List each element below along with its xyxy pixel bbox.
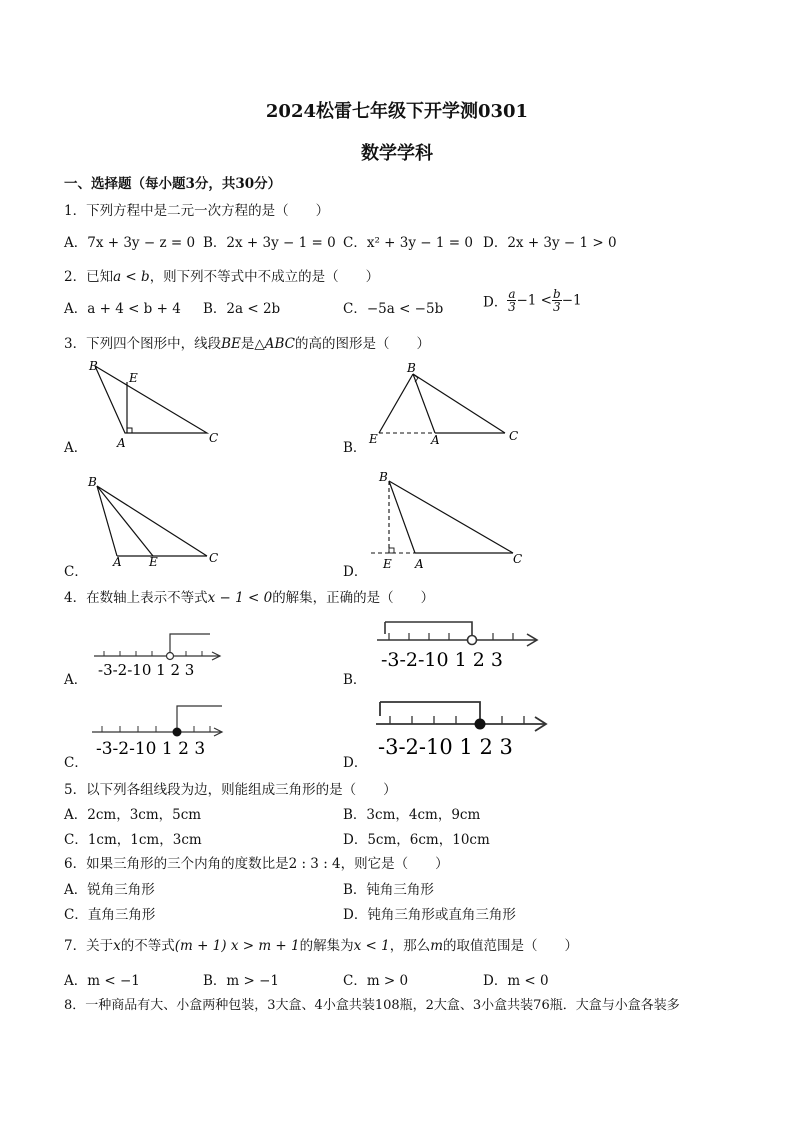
svg-text:-3-2-10 1 2 3: -3-2-10 1 2 3	[96, 739, 206, 759]
q7-stem-mid: 的不等式	[120, 938, 175, 954]
q3-stem-mid: 是△	[240, 336, 265, 352]
q2-option-a: A．a + 4 < b + 4	[64, 301, 181, 317]
svg-text:B: B	[88, 475, 97, 489]
svg-text:-3-2-10 1 2 3: -3-2-10 1 2 3	[381, 649, 503, 671]
q1-option-d: D．2x + 3y − 1 > 0	[483, 235, 617, 251]
q3-figure-d	[365, 465, 530, 570]
q3-stem-be: BE	[221, 336, 241, 352]
q7-stem-x: x	[113, 938, 121, 954]
q3-label-c: C．	[64, 564, 88, 580]
svg-text:A: A	[113, 555, 122, 569]
q7-stem-sol: x < 1	[353, 938, 390, 954]
q2-option-d-mid: −1 <	[516, 292, 552, 309]
q4-label-a: A．	[64, 672, 88, 688]
q3-stem-abc: ABC	[264, 336, 296, 352]
point-e-label: E	[129, 371, 138, 385]
q5-option-b: B．3cm，4cm，9cm	[343, 807, 481, 823]
q4-label-d: D．	[343, 755, 368, 771]
q2-stem-prefix: 2．已知	[64, 269, 114, 285]
question-5-stem: 5．以下列各组线段为边，则能组成三角形的是（ ）	[64, 782, 397, 798]
question-8-stem: 8．一种商品有大、小盒两种包装，3大盒、4小盒共装108瓶，2大盒、3小盒共装76瓶．大盒与小盒各装多	[64, 998, 680, 1013]
point-b-label: B	[89, 359, 98, 373]
q6-option-d: D．钝角三角形或直角三角形	[343, 907, 516, 923]
q7-stem-prefix: 7．关于	[64, 938, 114, 954]
q3-label-b: B．	[343, 440, 367, 456]
q1-option-a: A．7x + 3y − z = 0	[64, 235, 196, 251]
q6-option-b: B．钝角三角形	[343, 882, 434, 898]
question-4-stem	[64, 586, 434, 606]
svg-text:B: B	[379, 470, 388, 484]
q7-stem-ineq: (m + 1) x > m + 1	[174, 938, 300, 954]
frac-b-numerator: b	[553, 287, 561, 301]
question-1-stem: 1．下列方程中是二元一次方程的是（ ）	[64, 203, 330, 219]
frac-a-denominator: 3	[508, 300, 516, 314]
q3-label-a: A．	[64, 440, 88, 456]
svg-text:A: A	[431, 433, 440, 447]
q1-option-b: B．2x + 3y − 1 = 0	[203, 235, 336, 251]
q2-stem-math: a < b	[113, 269, 150, 285]
svg-text:C: C	[513, 552, 523, 566]
svg-text:E: E	[383, 557, 392, 570]
q3-label-d: D．	[343, 564, 368, 580]
q4-label-b: B．	[343, 672, 367, 688]
q6-option-c: C．直角三角形	[64, 907, 156, 923]
q3-stem-suffix: 的高的图形是（ ）	[295, 336, 431, 352]
svg-text:E: E	[149, 555, 158, 569]
q7-option-c: C．m > 0	[343, 973, 409, 989]
svg-text:C: C	[509, 429, 519, 443]
question-2-stem	[64, 265, 379, 285]
question-3-stem	[64, 332, 430, 352]
svg-text:B: B	[407, 361, 416, 375]
frac-b-denominator: 3	[553, 300, 561, 314]
q4-number-line-c	[90, 700, 230, 760]
q7-stem-suffix: 的取值范围是（ ）	[443, 938, 579, 954]
page-subtitle: 数学学科	[361, 143, 433, 164]
q7-stem-mid3: ，那么	[389, 938, 431, 954]
point-a-label: A	[117, 436, 126, 450]
svg-text:C: C	[209, 551, 219, 565]
q2-option-d-frac-b	[552, 288, 562, 313]
point-c-label: C	[209, 431, 219, 445]
q7-option-d: D．m < 0	[483, 973, 549, 989]
svg-text:-3-2-10 1 2 3: -3-2-10 1 2 3	[378, 735, 513, 759]
q3-figure-c	[85, 474, 225, 569]
q2-option-d-tail: −1	[561, 292, 582, 309]
q7-stem-mid2: 的解集为	[299, 938, 354, 954]
q7-stem-m: m	[430, 938, 444, 954]
q2-stem-suffix: ，则下列不等式中不成立的是（ ）	[149, 269, 380, 285]
q3-figure-a	[85, 356, 225, 451]
q4-stem-prefix: 4．在数轴上表示不等式	[64, 590, 208, 606]
q4-label-c: C．	[64, 755, 88, 771]
q1-option-c: C．x² + 3y − 1 = 0	[343, 235, 473, 251]
frac-a-numerator: a	[508, 287, 516, 301]
page-title: 2024松雷七年级下开学测0301	[265, 101, 529, 122]
q2-option-d-label: D．	[483, 294, 508, 311]
q7-option-a: A．m < −1	[64, 973, 140, 989]
q5-option-a: A．2cm，3cm，5cm	[64, 807, 202, 823]
q6-option-a: A．锐角三角形	[64, 882, 155, 898]
q2-option-c: C．−5a < −5b	[343, 301, 444, 317]
q4-number-line-a	[92, 628, 227, 683]
q4-number-line-b	[375, 616, 545, 676]
q5-option-c: C．1cm，1cm，3cm	[64, 832, 202, 848]
q3-figure-b	[365, 360, 525, 450]
question-7-stem	[64, 934, 578, 954]
q5-option-d: D．5cm，6cm，10cm	[343, 832, 490, 848]
svg-text:A: A	[415, 557, 424, 570]
q3-stem-prefix: 3．下列四个图形中，线段	[64, 336, 222, 352]
q4-number-line-d	[374, 696, 554, 762]
section-heading: 一、选择题（每小题3分，共30分）	[64, 176, 282, 192]
q2-option-d	[483, 288, 582, 313]
q4-stem-suffix: 的解集，正确的是（ ）	[272, 590, 435, 606]
q2-option-b: B．2a < 2b	[203, 301, 281, 317]
q7-option-b: B．m > −1	[203, 973, 280, 989]
question-6-stem: 6．如果三角形的三个内角的度数比是2 : 3 : 4，则它是（ ）	[64, 856, 449, 872]
svg-text:E: E	[369, 432, 378, 446]
q4-stem-math: x − 1 < 0	[207, 590, 273, 606]
svg-text:-3-2-10 1 2 3: -3-2-10 1 2 3	[98, 661, 195, 679]
